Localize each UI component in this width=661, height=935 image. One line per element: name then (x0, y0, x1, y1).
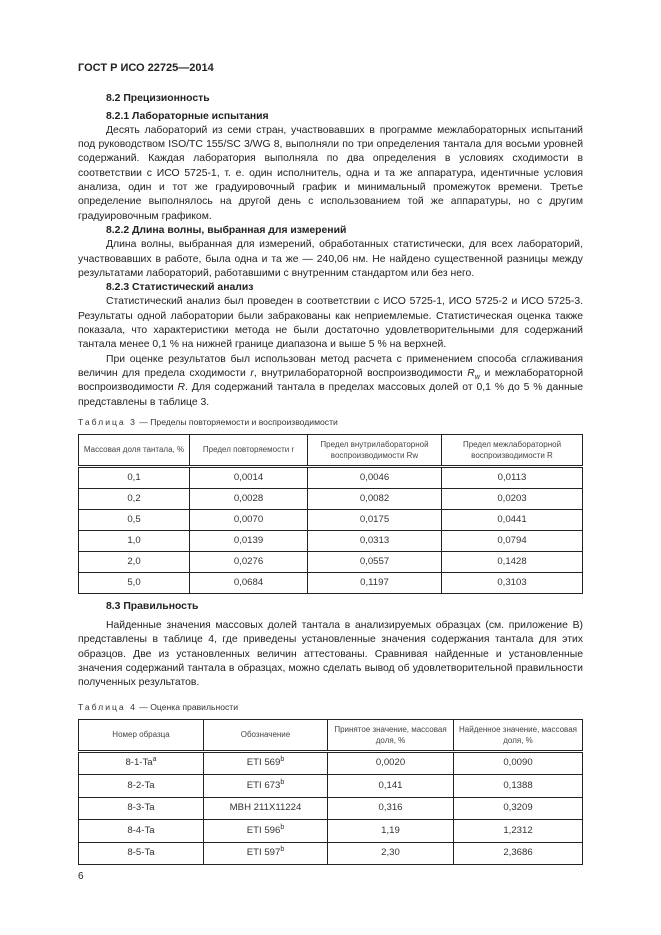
table-3-caption: Таблица 3 — Пределы повторяемости и воспроизводимости (78, 416, 338, 427)
table-cell: 0,0082 (308, 488, 442, 509)
table-cell (204, 775, 328, 798)
cell-text: MBH 211X11224 (229, 802, 302, 814)
footnote-marker: a (152, 756, 157, 764)
table-cell (454, 820, 583, 843)
paragraph-8-2-3-a: Статистический анализ был проведен в соответствии с ИСО 5725-1, ИСО 5725-2 и ИСО 5725-3. Результаты одной лаборатории были забракованы как неприемлемые. Статистическая оценка также показала, что характеристики метода не были достаточно удовлетворительными для содержаний тантала менее 0,1 % на нижней границе диапазона и выше 5 % на верхней. (78, 296, 583, 351)
table-cell: 0,0276 (190, 551, 308, 572)
table-row (79, 530, 583, 551)
table-cell: 0,5 (79, 509, 190, 530)
column-header: Номер образца (79, 719, 204, 751)
table-cell (204, 842, 328, 865)
column-header: Обозначение (204, 719, 328, 751)
table-cell (328, 775, 454, 798)
table-cell: 0,1428 (442, 551, 583, 572)
cell-text: 8-2-Ta (127, 779, 155, 791)
cell-text: ETI 569 (246, 757, 281, 769)
cell-text: 0,1388 (503, 779, 533, 791)
table-cell: 0,1 (79, 466, 190, 488)
table-cell: 0,0794 (442, 530, 583, 551)
table-cell: 0,0070 (190, 509, 308, 530)
table-cell: 2,0 (79, 551, 190, 572)
table-cell: 0,0028 (190, 488, 308, 509)
column-header: Массовая доля тантала, % (79, 434, 190, 466)
cell-text: 8-4-Ta (127, 824, 155, 836)
table-cell (79, 797, 204, 820)
footnote-marker: b (280, 823, 285, 831)
cell-text: 0,141 (378, 779, 403, 791)
table-cell: 0,0113 (442, 466, 583, 488)
table-cell (79, 820, 204, 843)
section-heading-8-2: 8.2 Прецизионность (106, 93, 210, 105)
table-cell (328, 842, 454, 865)
table-cell (204, 751, 328, 775)
column-header: Найденное значение, массовая доля, % (454, 719, 583, 751)
table-cell (454, 751, 583, 775)
paragraph-8-3: Найденные значения массовых долей тантала в анализируемых образцах (см. приложение В) представлены в таблице 4, где приведены установленные значения содержания тантала для этих образцов. Две из установленных величин аттестованы. Сравнивая найденные и установленные значения содержаний тантала в образцах, можно сделать вывод об удовлетворительной правильности полученных результатов. (78, 620, 583, 689)
table-cell: 0,0014 (190, 466, 308, 488)
table-3 (78, 434, 583, 594)
table-cell: 5,0 (79, 572, 190, 593)
table-row (79, 488, 583, 509)
table-4 (78, 719, 583, 866)
table-cell: 1,0 (79, 530, 190, 551)
footnote-marker: b (280, 756, 285, 764)
table-row (79, 751, 583, 775)
table-cell (204, 820, 328, 843)
document-header: ГОСТ Р ИСО 22725—2014 (78, 62, 214, 74)
table-cell (454, 842, 583, 865)
table-cell: 0,3103 (442, 572, 583, 593)
paragraph-8-2-3-b: При оценке результатов был использован метод расчета с применением способа сглаживания величин для предела сходимости r, внутрилабораторной воспроизводимости $R_w$ и межлабораторной воспроизводимости R. Для содержаний тантала в пределах массовых долей от 0,1 % до 5 % данные представлены в таблице 3. (78, 353, 583, 408)
table-cell: 0,0203 (442, 488, 583, 509)
cell-text: 8-3-Ta (127, 802, 155, 814)
table-cell (328, 751, 454, 775)
table-cell (79, 751, 204, 775)
footnote-marker: b (280, 846, 285, 854)
table-row (79, 820, 583, 843)
table-cell: 0,0046 (308, 466, 442, 488)
table-cell (328, 797, 454, 820)
section-heading-8-3: 8.3 Правильность (106, 600, 199, 612)
column-header: Предел повторяемости r (190, 434, 308, 466)
table-row (79, 509, 583, 530)
cell-text: 0,316 (378, 802, 403, 814)
table-cell (79, 775, 204, 798)
table-cell: 0,1197 (308, 572, 442, 593)
cell-text: ETI 596 (246, 824, 281, 836)
table-header-row (79, 719, 583, 751)
cell-text: 8-5-Ta (127, 847, 155, 859)
cell-text: ETI 673 (246, 779, 281, 791)
table-cell: 0,0313 (308, 530, 442, 551)
table-cell: 0,0684 (190, 572, 308, 593)
column-header: Предел внутрилабораторной воспроизводимости Rw (308, 434, 442, 466)
table-cell: 0,0557 (308, 551, 442, 572)
table-cell (79, 842, 204, 865)
cell-text: 0,0090 (503, 757, 533, 769)
cell-text: 2,3686 (503, 847, 533, 859)
table-cell (204, 797, 328, 820)
cell-text: 1,2312 (503, 824, 533, 836)
table-cell (454, 775, 583, 798)
table-row (79, 775, 583, 798)
table-row (79, 797, 583, 820)
cell-text: 1,19 (381, 824, 400, 836)
table-cell: 0,2 (79, 488, 190, 509)
table-row (79, 551, 583, 572)
cell-text: 2,30 (381, 847, 400, 859)
section-heading-8-2-3: 8.2.3 Статистический анализ (106, 282, 254, 294)
page-number: 6 (78, 871, 84, 883)
table-cell (328, 820, 454, 843)
footnote-marker: b (280, 778, 285, 786)
section-heading-8-2-1: 8.2.1 Лабораторные испытания (106, 110, 269, 122)
table-row (79, 466, 583, 488)
table-row (79, 572, 583, 593)
table-cell (454, 797, 583, 820)
cell-text: 8-1-Ta (125, 757, 153, 769)
paragraph-8-2-1: Десять лабораторий из семи стран, участвовавших в программе межлабораторных испытаний под руководством ISO/TC 155/SC 3/WG 8, выполняли по три определения тантала для восьми уровней содержаний. Каждая лаборатория выполняла по два определения в условиях сходимости в соответствии с ИСО 5725-1, т. е. один исполнитель, одна и та же аппаратура, идентичные условия анализа, один и тот же градуировочный график и минимальный промежуток времени. Третье определение выполнялось на другой день с использованием той же аппаратуры, но с другим градуировочным графиком. (78, 124, 583, 222)
table-row (79, 842, 583, 865)
table-header-row (79, 434, 583, 466)
column-header: Принятое значение, массовая доля, % (328, 719, 454, 751)
paragraph-8-2-2: Длина волны, выбранная для измерений, обработанных статистически, для всех лабораторий, участвовавших в работе, была одна и та же — 240,06 нм. Не найдено существенной разницы между результатами лабораторий, работавшими с внутренним стандартом или без него. (78, 239, 583, 279)
cell-text: 0,3209 (503, 802, 533, 814)
table-4-caption: Таблица 4 — Оценка правильности (78, 701, 239, 712)
column-header: Предел межлабораторной воспроизводимости R (442, 434, 583, 466)
table-cell: 0,0139 (190, 530, 308, 551)
section-heading-8-2-2: 8.2.2 Длина волны, выбранная для измерений (106, 224, 347, 236)
page-content (78, 61, 583, 884)
cell-text: ETI 597 (246, 847, 281, 859)
table-cell: 0,0175 (308, 509, 442, 530)
cell-text: 0,0020 (375, 757, 406, 769)
table-cell: 0,0441 (442, 509, 583, 530)
